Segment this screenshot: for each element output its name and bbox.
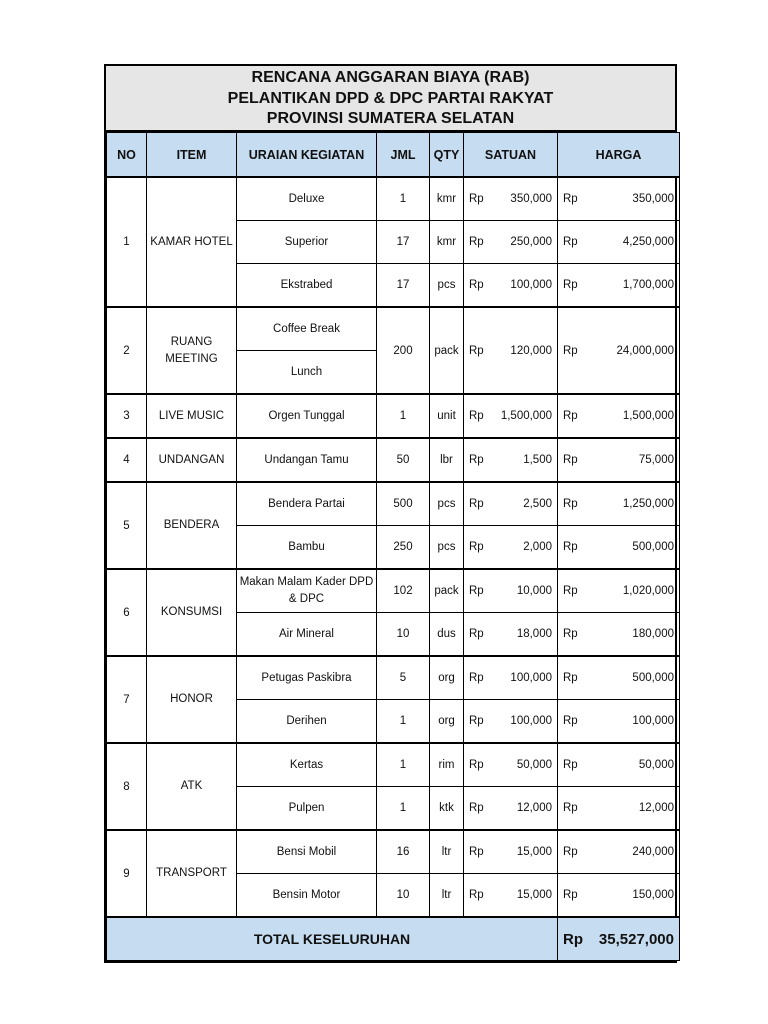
satuan-value: 2,000 [523, 541, 552, 553]
currency-label: Rp [469, 541, 484, 553]
row-harga [558, 743, 680, 787]
row-desc: Kertas [237, 743, 377, 787]
row-desc: Superior [237, 221, 377, 264]
total-value: 35,527,000 [598, 930, 674, 948]
harga-value: 500,000 [632, 541, 674, 553]
row-qty: kmr [430, 221, 464, 264]
row-no: 6 [107, 569, 147, 656]
harga-value: 50,000 [638, 759, 674, 771]
row-satuan [464, 830, 558, 874]
currency-label: Rp [563, 193, 578, 205]
row-desc: Pulpen [237, 787, 377, 831]
row-jml: 1 [377, 700, 430, 744]
row-desc: Ekstrabed [237, 264, 377, 308]
currency-label: Rp [563, 344, 578, 357]
satuan-value: 1,500 [523, 454, 552, 466]
row-desc: Undangan Tamu [237, 438, 377, 482]
row-item: ATK [147, 743, 237, 830]
currency-label: Rp [563, 454, 578, 466]
row-jml: 5 [377, 656, 430, 700]
currency-label: Rp [563, 846, 578, 858]
row-no: 5 [107, 482, 147, 569]
currency-label: Rp [469, 759, 484, 771]
row-satuan [464, 787, 558, 831]
row-qty: lbr [430, 438, 464, 482]
row-jml: 1 [377, 177, 430, 221]
harga-value: 240,000 [632, 846, 674, 858]
row-jml: 1 [377, 394, 430, 438]
currency-label: Rp [563, 541, 578, 553]
table-row [107, 830, 680, 874]
row-harga [558, 787, 680, 831]
harga-value: 1,700,000 [622, 279, 674, 291]
header-item: ITEM [147, 133, 237, 178]
row-harga [558, 307, 680, 394]
title-block [106, 66, 675, 132]
satuan-value: 100,000 [510, 715, 552, 727]
table-row [107, 743, 680, 787]
row-no: 9 [107, 830, 147, 917]
row-item: UNDANGAN [147, 438, 237, 482]
row-jml: 17 [377, 264, 430, 308]
currency-label: Rp [469, 628, 484, 640]
header-harga: HARGA [558, 133, 680, 178]
row-item: KONSUMSI [147, 569, 237, 656]
row-desc: Bendera Partai [237, 482, 377, 526]
harga-value: 500,000 [632, 672, 674, 684]
harga-value: 4,250,000 [622, 236, 674, 248]
row-item: BENDERA [147, 482, 237, 569]
row-harga [558, 569, 680, 613]
satuan-value: 350,000 [510, 193, 552, 205]
table-row [107, 656, 680, 700]
satuan-value: 100,000 [510, 279, 552, 291]
row-satuan [464, 177, 558, 221]
title-line-3: PROVINSI SUMATERA SELATAN [266, 110, 515, 127]
satuan-value: 12,000 [516, 802, 552, 814]
row-jml: 500 [377, 482, 430, 526]
currency-label: Rp [469, 585, 484, 597]
row-no: 3 [107, 394, 147, 438]
row-harga [558, 264, 680, 308]
row-satuan [464, 743, 558, 787]
row-desc: Air Mineral [237, 613, 377, 657]
row-no: 2 [107, 307, 147, 394]
row-satuan [464, 700, 558, 744]
currency-label: Rp [563, 628, 578, 640]
currency-label: Rp [469, 715, 484, 727]
header-uraian: URAIAN KEGIATAN [237, 133, 377, 178]
row-qty: ltr [430, 874, 464, 918]
row-satuan [464, 394, 558, 438]
row-desc: Coffee Break [237, 307, 377, 351]
currency-label: Rp [469, 802, 484, 814]
header-qty: QTY [430, 133, 464, 178]
row-harga [558, 656, 680, 700]
currency-label: Rp [469, 410, 484, 422]
row-jml: 1 [377, 787, 430, 831]
row-satuan [464, 482, 558, 526]
currency-label: Rp [469, 454, 484, 466]
row-qty: org [430, 656, 464, 700]
row-harga [558, 438, 680, 482]
header-satuan: SATUAN [464, 133, 558, 178]
total-row [107, 917, 680, 961]
satuan-value: 15,000 [516, 846, 552, 858]
harga-value: 1,250,000 [622, 498, 674, 510]
row-desc: Derihen [237, 700, 377, 744]
currency-label: Rp [563, 585, 578, 597]
row-no: 1 [107, 177, 147, 307]
currency-label: Rp [563, 236, 578, 248]
currency-label: Rp [469, 846, 484, 858]
rab-sheet [104, 64, 677, 963]
table-body [107, 177, 680, 917]
satuan-value: 10,000 [516, 585, 552, 597]
row-jml: 17 [377, 221, 430, 264]
row-harga [558, 874, 680, 918]
row-desc: Bensin Motor [237, 874, 377, 918]
currency-label: Rp [563, 672, 578, 684]
row-satuan [464, 874, 558, 918]
row-item: RUANG MEETING [147, 307, 237, 394]
satuan-value: 1,500,000 [500, 410, 552, 422]
harga-value: 12,000 [638, 802, 674, 814]
header-jml: JML [377, 133, 430, 178]
row-satuan [464, 307, 558, 394]
row-jml: 16 [377, 830, 430, 874]
harga-value: 24,000,000 [616, 344, 674, 357]
currency-label: Rp [469, 279, 484, 291]
row-harga [558, 830, 680, 874]
row-jml: 250 [377, 526, 430, 570]
row-jml: 102 [377, 569, 430, 613]
row-qty: pcs [430, 264, 464, 308]
row-harga [558, 177, 680, 221]
currency-label: Rp [469, 889, 484, 901]
currency-label: Rp [469, 344, 484, 357]
currency-label: Rp [563, 889, 578, 901]
harga-value: 100,000 [632, 715, 674, 727]
row-qty: pcs [430, 526, 464, 570]
row-satuan [464, 569, 558, 613]
row-qty: unit [430, 394, 464, 438]
currency-label: Rp [563, 498, 578, 510]
row-desc: Makan Malam Kader DPD & DPC [237, 569, 377, 613]
satuan-value: 2,500 [523, 498, 552, 510]
harga-value: 1,020,000 [622, 585, 674, 597]
row-satuan [464, 438, 558, 482]
row-item: HONOR [147, 656, 237, 743]
row-harga [558, 613, 680, 657]
row-harga [558, 482, 680, 526]
row-no: 8 [107, 743, 147, 830]
row-desc: Bensi Mobil [237, 830, 377, 874]
row-desc: Deluxe [237, 177, 377, 221]
table-row [107, 394, 680, 438]
row-qty: ktk [430, 787, 464, 831]
total-cell [558, 917, 680, 961]
row-satuan [464, 613, 558, 657]
row-jml: 10 [377, 874, 430, 918]
currency-label: Rp [469, 672, 484, 684]
row-qty: kmr [430, 177, 464, 221]
row-jml: 10 [377, 613, 430, 657]
row-harga [558, 221, 680, 264]
row-harga [558, 526, 680, 570]
row-harga [558, 394, 680, 438]
row-desc: Lunch [237, 351, 377, 395]
satuan-value: 50,000 [516, 759, 552, 771]
row-satuan [464, 526, 558, 570]
row-qty: pcs [430, 482, 464, 526]
harga-value: 150,000 [632, 889, 674, 901]
row-desc: Bambu [237, 526, 377, 570]
row-qty: pack [430, 569, 464, 613]
row-jml: 1 [377, 743, 430, 787]
header-no: NO [107, 133, 147, 178]
currency-label: Rp [469, 193, 484, 205]
currency-label: Rp [563, 279, 578, 291]
row-qty: org [430, 700, 464, 744]
row-qty: pack [430, 307, 464, 394]
currency-label: Rp [563, 715, 578, 727]
row-item: TRANSPORT [147, 830, 237, 917]
currency-label: Rp [563, 759, 578, 771]
table-row [107, 307, 680, 351]
row-qty: dus [430, 613, 464, 657]
satuan-value: 250,000 [510, 236, 552, 248]
currency-label: Rp [563, 802, 578, 814]
currency-label: Rp [469, 236, 484, 248]
currency-label: Rp [563, 410, 578, 422]
harga-value: 1,500,000 [622, 410, 674, 422]
table-row [107, 482, 680, 526]
row-satuan [464, 264, 558, 308]
row-jml: 200 [377, 307, 430, 394]
row-jml: 50 [377, 438, 430, 482]
table-row [107, 177, 680, 221]
row-qty: rim [430, 743, 464, 787]
harga-value: 350,000 [632, 193, 674, 205]
currency-label: Rp [469, 498, 484, 510]
satuan-value: 100,000 [510, 672, 552, 684]
row-qty: ltr [430, 830, 464, 874]
row-desc: Petugas Paskibra [237, 656, 377, 700]
table-row [107, 569, 680, 613]
row-item: LIVE MUSIC [147, 394, 237, 438]
row-item: KAMAR HOTEL [147, 177, 237, 307]
satuan-value: 18,000 [516, 628, 552, 640]
header-row [107, 133, 680, 178]
row-harga [558, 700, 680, 744]
row-satuan [464, 656, 558, 700]
harga-value: 180,000 [632, 628, 674, 640]
total-currency: Rp [563, 930, 583, 948]
row-satuan [464, 221, 558, 264]
harga-value: 75,000 [638, 454, 674, 466]
satuan-value: 120,000 [510, 344, 552, 357]
row-desc: Orgen Tunggal [237, 394, 377, 438]
row-no: 7 [107, 656, 147, 743]
table-row [107, 438, 680, 482]
budget-table [106, 132, 680, 961]
title-line-1: RENCANA ANGGARAN BIAYA (RAB) [251, 69, 530, 86]
satuan-value: 15,000 [516, 889, 552, 901]
title-line-2: PELANTIKAN DPD & DPC PARTAI RAKYAT [227, 89, 554, 107]
row-no: 4 [107, 438, 147, 482]
total-label: TOTAL KESELURUHAN [107, 917, 558, 961]
